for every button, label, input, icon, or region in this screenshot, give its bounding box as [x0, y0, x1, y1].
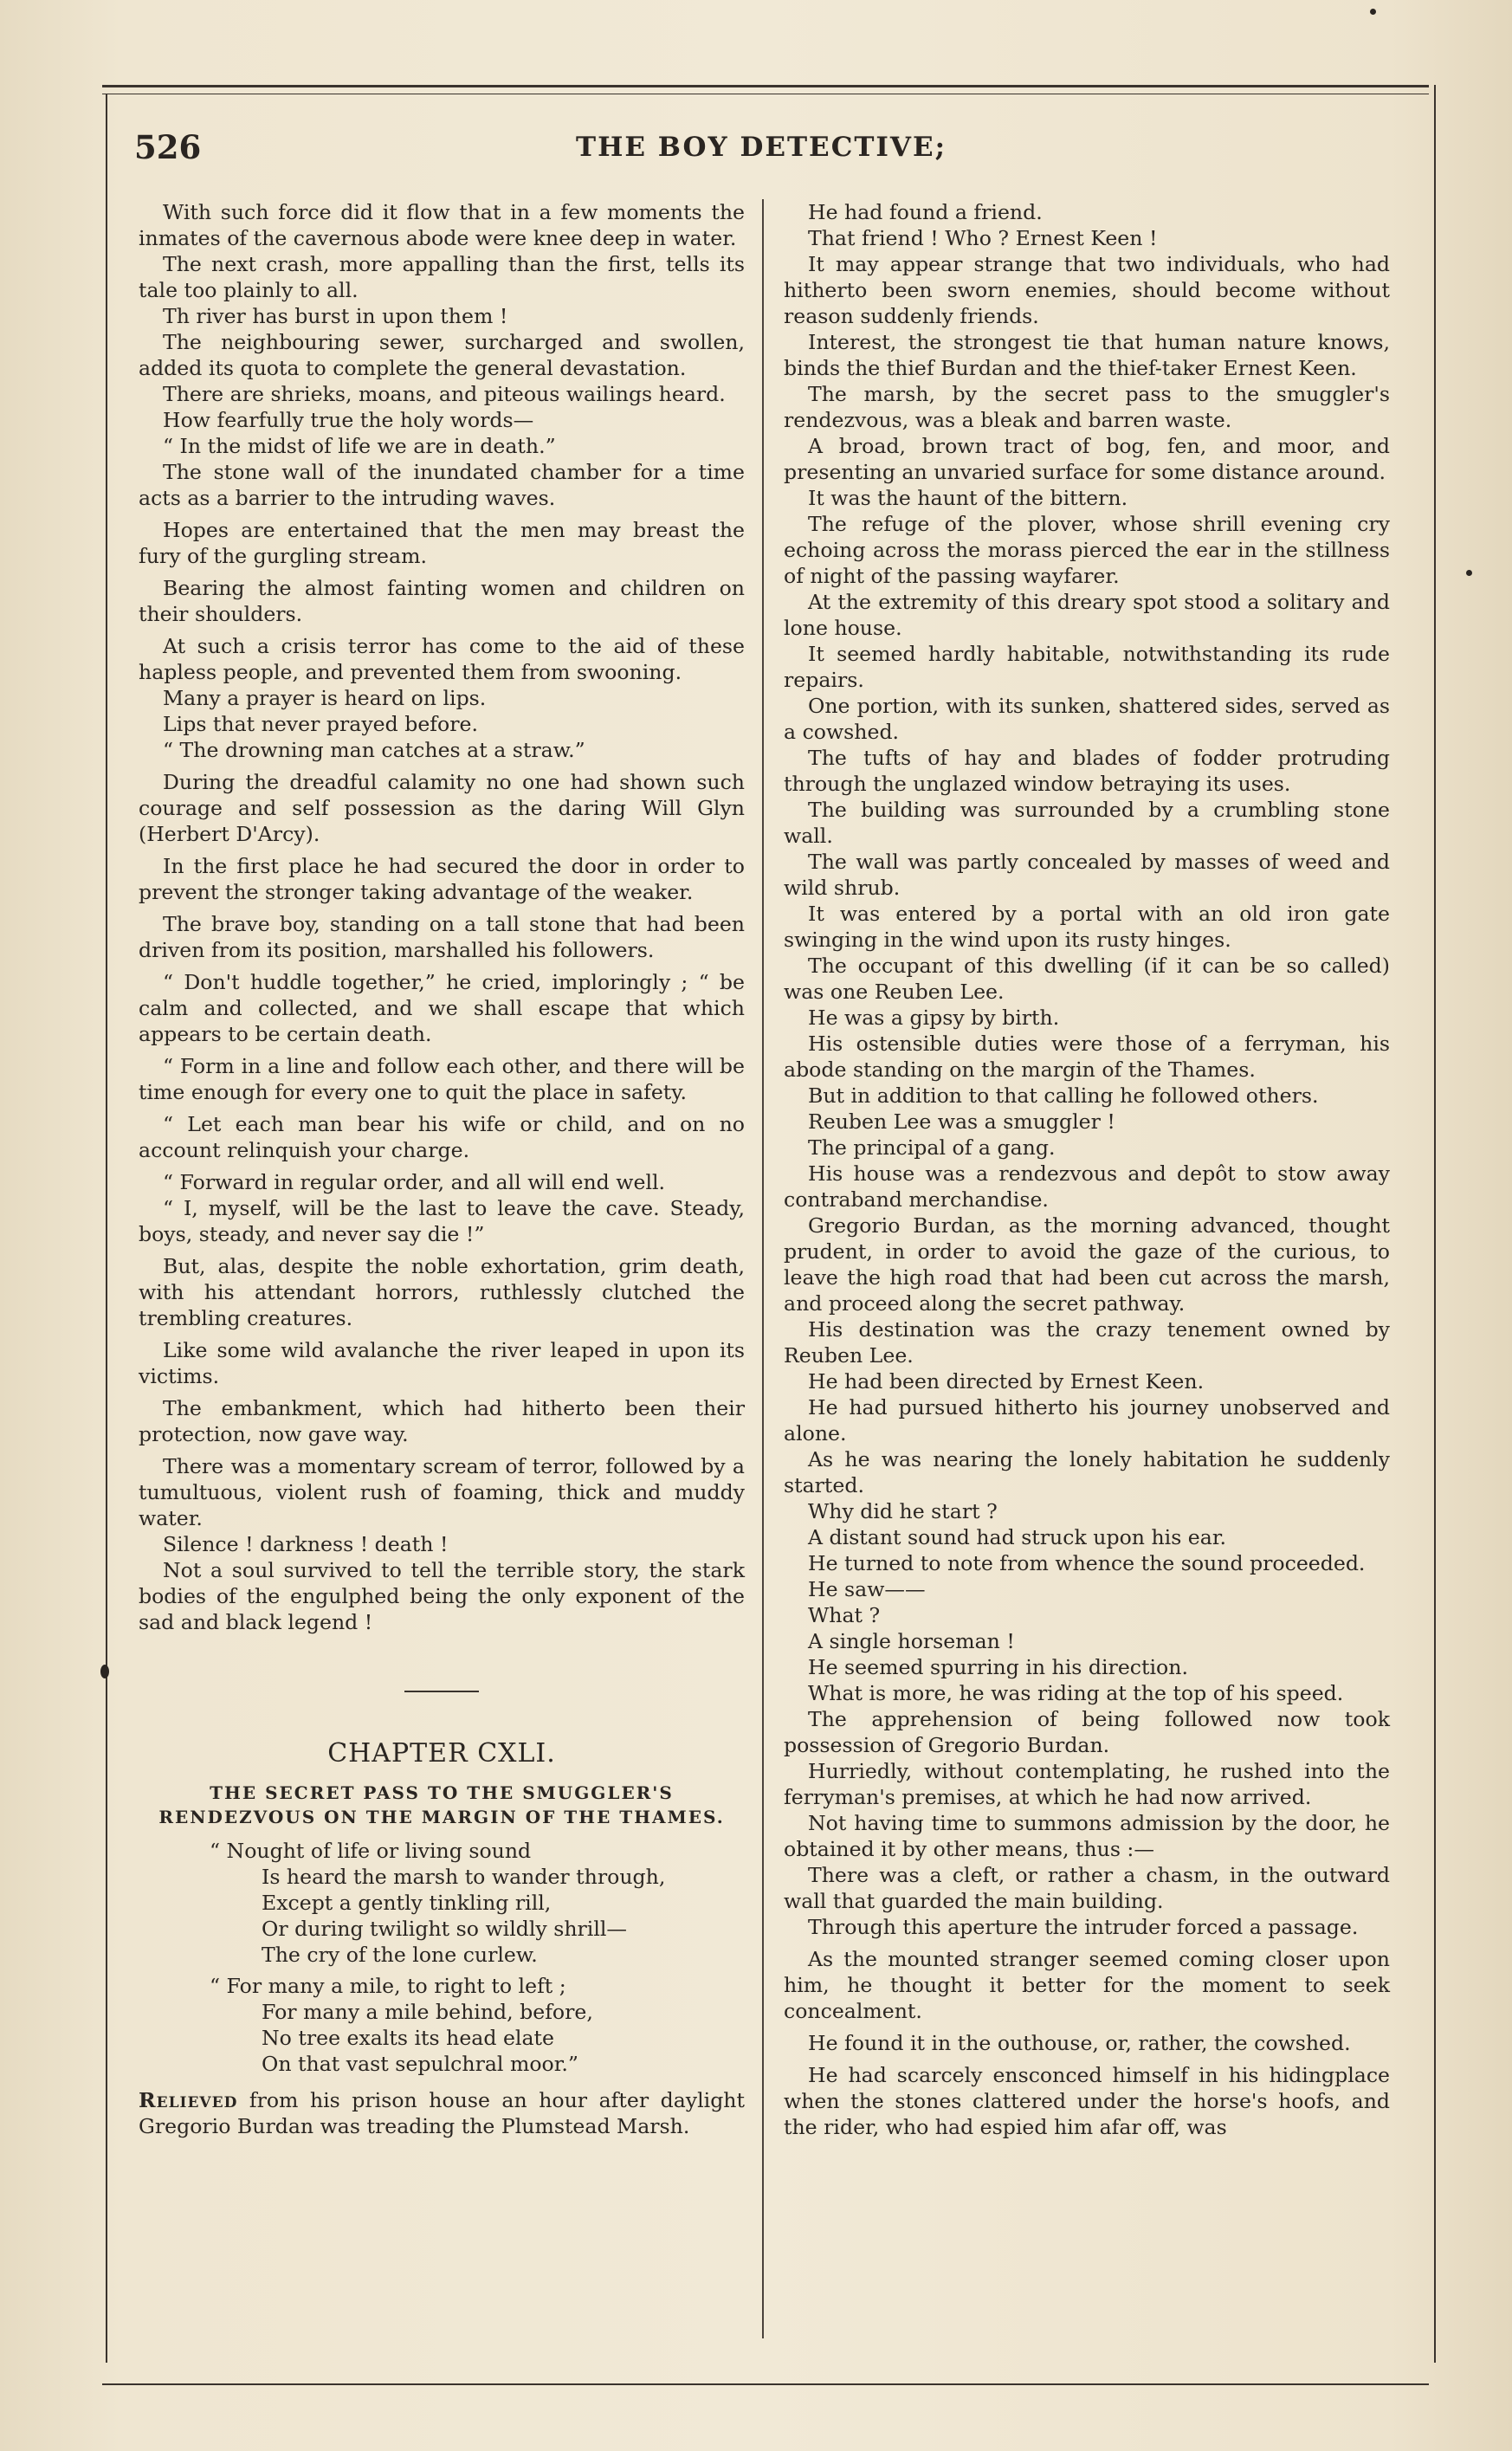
paragraph: There was a cleft, or rather a chasm, in the outward wall that guarded the main building.: [784, 1863, 1390, 1913]
left-border-rule: [106, 94, 107, 2363]
paragraph: He found it in the outhouse, or, rather, the cowshed.: [808, 2031, 1351, 2055]
paragraph: It was the haunt of the bittern.: [808, 486, 1128, 510]
verse-line: No tree exalts its head elate: [262, 2026, 554, 2050]
paragraph: What ?: [808, 1603, 881, 1627]
verse-line: The cry of the lone curlew.: [262, 1943, 538, 1967]
paragraph: Hurriedly, without contemplating, he rushed into the ferryman's premises, at which he had now arrived.: [784, 1759, 1390, 1809]
paragraph: What is more, he was riding at the top of his speed.: [808, 1681, 1344, 1705]
top-border-rule: [102, 85, 1429, 87]
paragraph: A single horseman !: [808, 1629, 1015, 1653]
paragraph: Interest, the strongest tie that human nature knows, binds the thief Burdan and the thief-taker Ernest Keen.: [784, 330, 1390, 380]
ink-speck: [100, 1665, 109, 1678]
verse-line: On that vast sepulchral moor.”: [262, 2052, 578, 2076]
paragraph: Lips that never prayed before.: [163, 712, 478, 736]
left-column: [139, 199, 745, 2139]
paragraph: Through this aperture the intruder forced a passage.: [808, 1915, 1359, 1939]
paragraph: The marsh, by the secret pass to the smuggler's rendezvous, was a bleak and barren waste.: [784, 382, 1390, 432]
paragraph: The wall was partly concealed by masses of weed and wild shrub.: [784, 850, 1390, 900]
verse-line: “ Nought of life or living sound: [210, 1839, 532, 1863]
chapter-subtitle: THE SECRET PASS TO THE SMUGGLER'S RENDEZVOUS ON THE MARGIN OF THE THAMES.: [158, 1782, 725, 1827]
verse-line: Or during twilight so wildly shrill—: [262, 1917, 628, 1941]
paragraph: He was a gipsy by birth.: [808, 1006, 1060, 1030]
paragraph: That friend ! Who ? Ernest Keen !: [808, 226, 1158, 250]
paragraph: A distant sound had struck upon his ear.: [808, 1525, 1227, 1549]
paragraph: The building was surrounded by a crumbling stone wall.: [784, 798, 1390, 848]
verse-line: Except a gently tinkling rill,: [262, 1891, 552, 1915]
section-divider-rule: [404, 1691, 479, 1692]
paragraph: His ostensible duties were those of a ferryman, his abode standing on the margin of the Thames.: [784, 1031, 1390, 1082]
chapter-opening-paragraph: [139, 2087, 745, 2139]
paragraph: “ The drowning man catches at a straw.”: [163, 738, 585, 762]
paragraph: One portion, with its sunken, shattered sides, served as a cowshed.: [784, 694, 1390, 744]
verse-line: “ For many a mile, to right to left ;: [210, 1974, 566, 1998]
column-divider: [762, 199, 764, 2338]
verse-line: Is heard the marsh to wander through,: [262, 1865, 666, 1889]
paragraph: There are shrieks, moans, and piteous wailings heard.: [163, 382, 726, 406]
paragraph: The occupant of this dwelling (if it can be so called) was one Reuben Lee.: [784, 954, 1390, 1004]
paragraph: During the dreadful calamity no one had shown such courage and self possession as the daring Will Glyn (Herbert D'Arcy).: [139, 770, 745, 846]
paragraph: “ Don't huddle together,” he cried, imploringly ; “ be calm and collected, and we shall escape that which appears to be certain death.: [139, 970, 745, 1046]
running-head: THE BOY DETECTIVE;: [576, 132, 947, 163]
paragraph: He seemed spurring in his direction.: [808, 1655, 1188, 1679]
paragraph: But in addition to that calling he followed others.: [808, 1083, 1319, 1108]
paragraph: The neighbouring sewer, surcharged and swollen, added its quota to complete the general devastation.: [139, 330, 745, 380]
paragraph: He had scarcely ensconced himself in his hidingplace when the stones clattered under the horse's hoofs, and the rider, who had espied him afar off, was: [784, 2063, 1390, 2139]
paragraph: The embankment, which had hitherto been their protection, now gave way.: [139, 1396, 745, 1446]
opening-text: from his prison house an hour after daylight Gregorio Burdan was treading the Plumstead Marsh.: [139, 2088, 745, 2138]
paragraph: He had found a friend.: [808, 200, 1043, 224]
chapter-title: CHAPTER CXLI.: [327, 1738, 556, 1769]
paragraph: Silence ! darkness ! death !: [163, 1532, 449, 1556]
paragraph: Th river has burst in upon them !: [163, 304, 508, 328]
paragraph: Not having time to summons admission by the door, he obtained it by other means, thus :—: [784, 1811, 1390, 1861]
paragraph: It may appear strange that two individuals, who had hitherto been sworn enemies, should become without reason suddenly friends.: [784, 252, 1390, 328]
paragraph: It was entered by a portal with an old iron gate swinging in the wind upon its rusty hinges.: [784, 902, 1390, 952]
page-number: 526: [134, 128, 202, 166]
ink-speck: [1466, 570, 1472, 576]
paragraph: How fearfully true the holy words—: [163, 408, 534, 432]
paragraph: “ Let each man bear his wife or child, and on no account relinquish your charge.: [139, 1112, 745, 1162]
bottom-border-rule: [102, 2383, 1429, 2385]
paragraph: He had been directed by Ernest Keen.: [808, 1369, 1205, 1394]
paragraph: His destination was the crazy tenement owned by Reuben Lee.: [784, 1317, 1390, 1368]
paragraph: Like some wild avalanche the river leaped in upon its victims.: [139, 1338, 745, 1388]
paragraph: “ In the midst of life we are in death.”: [163, 434, 556, 458]
paragraph: Gregorio Burdan, as the morning advanced, thought prudent, in order to avoid the gaze of the curious, to leave the high road that had been cut across the marsh, and proceed along the secret pathway.: [784, 1213, 1390, 1316]
paragraph: Hopes are entertained that the men may breast the fury of the gurgling stream.: [139, 518, 745, 568]
paragraph: “ Form in a line and follow each other, and there will be time enough for every one to quit the place in safety.: [139, 1054, 745, 1104]
paragraph: But, alas, despite the noble exhortation, grim death, with his attendant horrors, ruthlessly clutched the trembling creatures.: [139, 1254, 745, 1330]
paragraph: He had pursued hitherto his journey unobserved and alone.: [784, 1395, 1390, 1445]
paragraph: In the first place he had secured the door in order to prevent the stronger taking advantage of the weaker.: [139, 854, 745, 904]
paragraph: “ Forward in regular order, and all will end well.: [163, 1170, 666, 1194]
epigraph-verse: [139, 1838, 745, 2077]
opening-word: Relieved: [139, 2088, 238, 2112]
paragraph: At such a crisis terror has come to the aid of these hapless people, and prevented them from swooning.: [139, 634, 745, 684]
paragraph: “ I, myself, will be the last to leave the cave. Steady, boys, steady, and never say die !”: [139, 1196, 745, 1246]
paragraph: As he was nearing the lonely habitation he suddenly started.: [784, 1447, 1390, 1497]
page-header: [134, 128, 1416, 171]
paragraph: As the mounted stranger seemed coming closer upon him, he thought it better for the moment to seek concealment.: [784, 1947, 1390, 2023]
paragraph: It seemed hardly habitable, notwithstanding its rude repairs.: [784, 642, 1390, 692]
paragraph: A broad, brown tract of bog, fen, and moor, and presenting an unvaried surface for some distance around.: [784, 434, 1390, 484]
right-border-rule: [1434, 85, 1436, 2363]
paragraph: With such force did it flow that in a few moments the inmates of the cavernous abode were knee deep in water.: [139, 200, 745, 250]
paragraph: He turned to note from whence the sound proceeded.: [808, 1551, 1366, 1575]
paragraph: The refuge of the plover, whose shrill evening cry echoing across the morass pierced the ear in the stillness of night of the passing wayfarer.: [784, 512, 1390, 588]
verse-line: For many a mile behind, before,: [262, 2000, 593, 2024]
paragraph: Bearing the almost fainting women and children on their shoulders.: [139, 576, 745, 626]
paragraph: At the extremity of this dreary spot stood a solitary and lone house.: [784, 590, 1390, 640]
paragraph: His house was a rendezvous and depôt to stow away contraband merchandise.: [784, 1161, 1390, 1212]
paragraph: The apprehension of being followed now took possession of Gregorio Burdan.: [784, 1707, 1390, 1757]
paragraph: The next crash, more appalling than the first, tells its tale too plainly to all.: [139, 252, 745, 302]
paragraph: There was a momentary scream of terror, followed by a tumultuous, violent rush of foaming, thick and muddy water.: [139, 1454, 745, 1530]
paragraph: Not a soul survived to tell the terrible story, the stark bodies of the engulphed being the only exponent of the sad and black legend !: [139, 1558, 745, 1634]
paragraph: Why did he start ?: [808, 1499, 998, 1523]
paragraph: The tufts of hay and blades of fodder protruding through the unglazed window betraying its uses.: [784, 746, 1390, 796]
paragraph: He saw——: [808, 1577, 926, 1601]
paragraph: Reuben Lee was a smuggler !: [808, 1109, 1115, 1134]
right-column: [784, 199, 1390, 2140]
paragraph: Many a prayer is heard on lips.: [163, 686, 487, 710]
paragraph: The stone wall of the inundated chamber for a time acts as a barrier to the intruding waves.: [139, 460, 745, 510]
paragraph: The brave boy, standing on a tall stone that had been driven from its position, marshalled his followers.: [139, 912, 745, 962]
paragraph: The principal of a gang.: [808, 1135, 1056, 1160]
ink-speck: [1370, 9, 1376, 15]
